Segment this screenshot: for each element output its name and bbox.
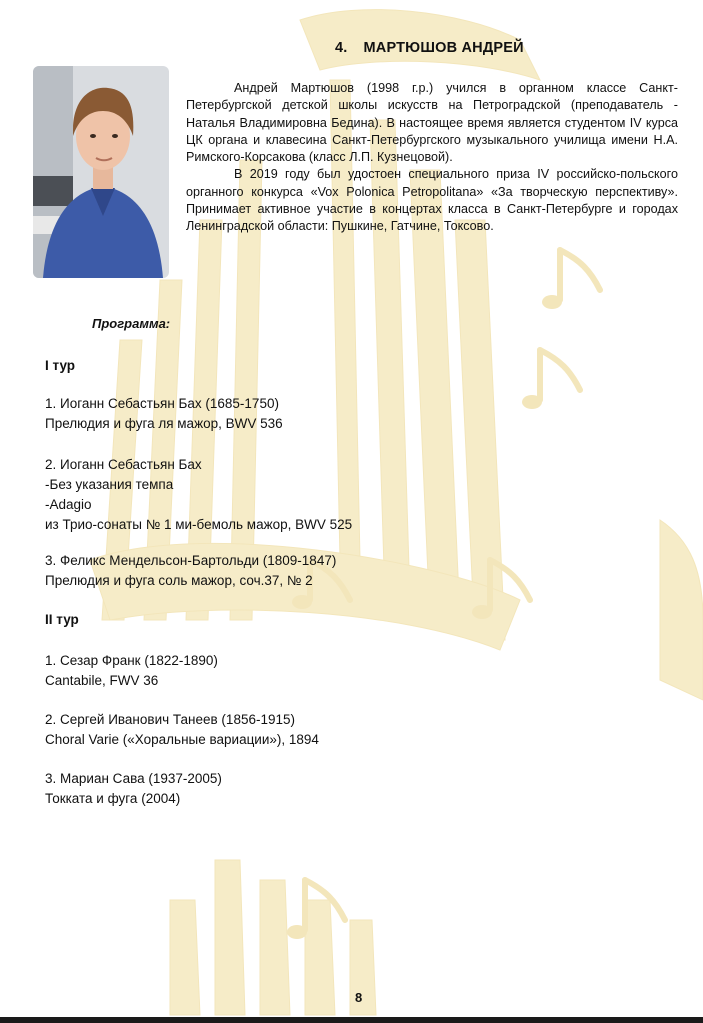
program-title: Программа: <box>92 316 171 331</box>
work-composer: 3. Феликс Мендельсон-Бартольди (1809-1847) <box>45 553 337 568</box>
program-item <box>45 394 283 434</box>
program-item <box>45 710 319 750</box>
work-title: Прелюдия и фуга соль мажор, соч.37, № 2 <box>45 573 313 588</box>
section-heading <box>335 40 524 56</box>
work-movement: -Adagio <box>45 497 92 512</box>
page-number: 8 <box>355 990 363 1005</box>
bio-paragraph: В 2019 году был удостоен специального приза IV российско-польского органного конкурса «Vox Polonica Petropolitana» «За творческую перспективу». Принимает активное участие в концертах класса в Санкт-Петербурге и городах Ленинградской области: Пушкине, Гатчине, Токсово. <box>186 167 678 234</box>
bio-paragraph: Андрей Мартюшов (1998 г.р.) учился в органном классе Санкт-Петербургской детской школы искусств на Петроградской (преподаватель - Наталья Владимировна Бедина). В настоящее время является студентом IV курса ЦК органа и клавесина Санкт-Петербургского музыкального училища имени Н.А. Римского-Корсакова (класс Л.П. Кузнецовой). <box>186 81 678 165</box>
work-title: Прелюдия и фуга ля мажор, BWV 536 <box>45 416 283 431</box>
biography <box>186 80 678 236</box>
work-composer: 3. Мариан Сава (1937-2005) <box>45 771 222 786</box>
work-composer: 2. Сергей Иванович Танеев (1856-1915) <box>45 712 295 727</box>
section-number: 4. <box>335 40 348 56</box>
bottom-border <box>0 1017 703 1023</box>
program-item <box>45 455 352 535</box>
round-2-title: II тур <box>45 612 79 627</box>
work-title: из Трио-сонаты № 1 ми-бемоль мажор, BWV 525 <box>45 517 353 532</box>
program-item <box>45 551 336 591</box>
round-1-title: I тур <box>45 358 76 373</box>
work-composer: 2. Иоганн Себастьян Бах <box>45 457 202 472</box>
program-item <box>45 651 218 691</box>
work-title: Choral Varie («Хоральные вариации»), 1894 <box>45 732 319 747</box>
work-movement: -Без указания темпа <box>45 477 174 492</box>
work-title: Токката и фуга (2004) <box>45 791 181 806</box>
performer-name: МАРТЮШОВ АНДРЕЙ <box>363 40 524 56</box>
work-composer: 1. Иоганн Себастьян Бах (1685-1750) <box>45 396 279 411</box>
work-title: Cantabile, FWV 36 <box>45 673 159 688</box>
performer-photo <box>33 66 169 278</box>
program-item <box>45 769 222 809</box>
work-composer: 1. Сезар Франк (1822-1890) <box>45 653 218 668</box>
